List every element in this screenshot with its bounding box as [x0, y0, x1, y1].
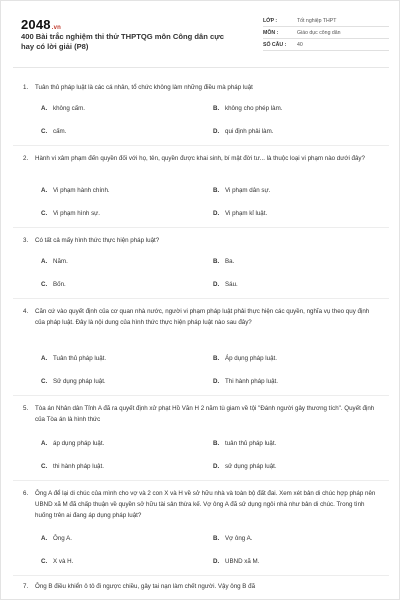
q3-option-b[interactable]: B. Ba. [213, 258, 235, 265]
question-number: 5. [23, 405, 29, 412]
q5-option-c[interactable]: C. thi hành pháp luật. [41, 463, 104, 470]
meta-row-class: LỚP : Tốt nghiệp THPT [263, 15, 389, 27]
question-divider [13, 395, 389, 396]
question-text: Tuân thủ pháp luật là các cá nhân, tổ chức không làm những điều mà pháp luật [35, 84, 253, 91]
q6-option-a[interactable]: A. Ông A. [41, 535, 72, 542]
q2-option-a[interactable]: A. Vi phạm hành chính. [41, 187, 110, 194]
question-6 [23, 488, 379, 521]
question-divider [13, 575, 389, 576]
q5-option-b[interactable]: B. tuân thủ pháp luật. [213, 440, 277, 447]
question-number: 7. [23, 583, 29, 590]
meta-row-subject: MÔN : Giáo dục công dân [263, 27, 389, 39]
q2-option-c[interactable]: C. Vi phạm hình sự. [41, 210, 101, 217]
meta-row-count: SỐ CÂU : 40 [263, 39, 389, 51]
q5-option-a[interactable]: A. áp dụng pháp luật. [41, 440, 105, 447]
site-logo[interactable]: 2048.vn [21, 17, 62, 32]
document-meta [263, 15, 389, 51]
q4-option-b[interactable]: B. Áp dụng pháp luật. [213, 355, 277, 362]
question-divider [13, 298, 389, 299]
question-5 [23, 403, 379, 425]
document-header [13, 13, 389, 63]
q5-option-d[interactable]: D. sử dụng pháp luật. [213, 463, 277, 470]
q2-option-d[interactable]: D. Vi phạm kỉ luật. [213, 210, 268, 217]
q3-option-d[interactable]: D. Sáu. [213, 281, 238, 288]
q3-option-a[interactable]: A. Năm. [41, 258, 68, 265]
header-divider [13, 67, 389, 68]
question-7 [23, 581, 379, 592]
question-number: 1. [23, 84, 29, 91]
question-text: Ông B điều khiển ô tô đi ngược chiều, gây tai nạn làm chết người. Vậy ông B đã [35, 583, 256, 590]
document-title: 400 Bài trắc nghiệm thi thử THPTQG môn Công dân cực hay có lời giải (P8) [21, 32, 224, 51]
question-text: Có tất cả mấy hình thức thực hiện pháp luật? [35, 237, 160, 244]
question-divider [13, 227, 389, 228]
question-number: 4. [23, 308, 29, 315]
question-text: Tòa án Nhân dân Tỉnh A đã ra quyết định xử phạt Hồ Văn H 2 năm tù giam về tội "Đánh người gây thương tích". Quyết định của Tòa án là hình thức [35, 405, 375, 423]
question-number: 3. [23, 237, 29, 244]
question-number: 6. [23, 490, 29, 497]
q1-option-b[interactable]: B. không cho phép làm. [213, 105, 283, 112]
q6-option-c[interactable]: C. X và H. [41, 558, 74, 565]
question-text: Căn cứ vào quyết định của cơ quan nhà nước, người vi phạm pháp luật phải thực hiện các quyền, nghĩa vụ theo quy định của pháp luật. Đây là nội dung của hình thức thực hiện pháp luật nào sau đây? [35, 308, 370, 326]
question-divider [13, 480, 389, 481]
q2-option-b[interactable]: B. Vi phạm dân sự. [213, 187, 271, 194]
q4-option-a[interactable]: A. Tuân thủ pháp luật. [41, 355, 107, 362]
question-divider [13, 145, 389, 146]
question-text: Ông A để lại di chúc của mình cho vợ và 2 con X và H về sở hữu nhà và toàn bộ đất đai. Xem xét bản di chúc hợp pháp nên UBND xã M đã chấp thuận về quyền sở hữu tài sản thừa kế. Vợ ông A đã sử dụng ngôi nhà như bản di chúc. Trong tình huống trên ai đang áp dụng pháp luật? [35, 490, 376, 519]
question-3 [23, 235, 379, 246]
q4-option-d[interactable]: D. Thi hành pháp luật. [213, 378, 278, 385]
q1-option-c[interactable]: C. cấm. [41, 128, 67, 135]
question-1 [23, 82, 379, 93]
q4-option-c[interactable]: C. Sử dụng pháp luật. [41, 378, 106, 385]
question-text: Hành vi xâm phạm đến quyền đối với họ, tên, quyền được khai sinh, bí mật đời tư... là thuộc loại vi phạm nào dưới đây? [35, 155, 365, 162]
q1-option-a[interactable]: A. không cấm. [41, 105, 85, 112]
question-4 [23, 306, 379, 328]
q1-option-d[interactable]: D. qui định phải làm. [213, 128, 274, 135]
q6-option-d[interactable]: D. UBND xã M. [213, 558, 260, 565]
q6-option-b[interactable]: B. Vợ ông A. [213, 535, 253, 542]
question-number: 2. [23, 155, 29, 162]
q3-option-c[interactable]: C. Bốn. [41, 281, 66, 288]
question-2 [23, 153, 379, 164]
